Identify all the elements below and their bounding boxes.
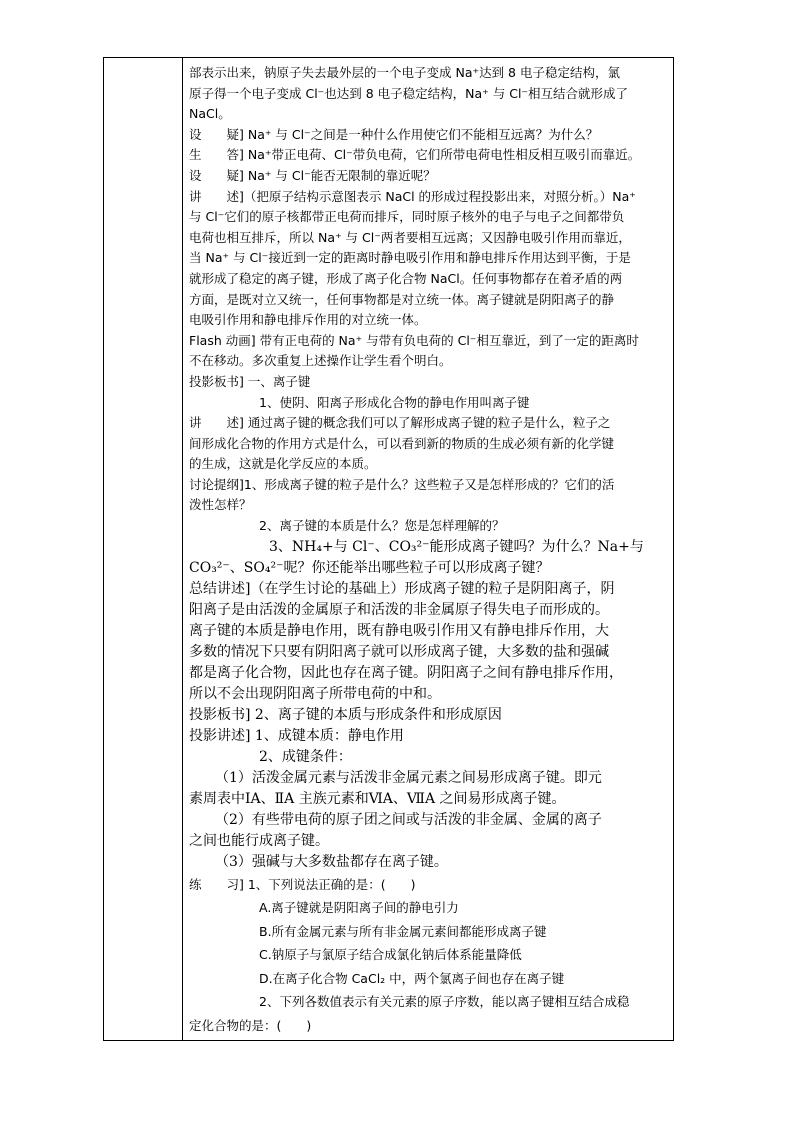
- text-line: C.钠原子与氯原子结合成氯化钠后体系能量降低: [259, 947, 522, 963]
- text-line: 讲 述] 通过离子键的概念我们可以了解形成离子键的粒子是什么，粒子之: [189, 415, 611, 431]
- text-line: 3、NH₄+与 Cl⁻、CO₃²⁻能形成离子键吗？为什么？Na+与: [269, 538, 644, 555]
- text-line: 与 Cl⁻它们的原子核都带正电荷而排斥，同时原子核外的电子与电子之间都带负: [189, 209, 625, 225]
- lesson-content: [189, 63, 669, 1037]
- text-line: 阳离子是由活泼的金属原子和活泼的非金属原子得失电子而形成的。: [189, 601, 609, 618]
- text-line: 讨论提纲]1、形成离子键的粒子是什么？这些粒子又是怎样形成的？它们的活: [189, 476, 615, 492]
- text-line: CO₃²⁻、SO₄²⁻呢？你还能举出哪些粒子可以形成离子键？: [189, 559, 550, 576]
- text-line: 都是离子化合物，因此也存在离子键。阴阳离子之间有静电排斥作用，: [189, 664, 623, 681]
- text-line: （1）活泼金属元素与活泼非金属元素之间易形成离子键。即元: [215, 769, 602, 786]
- text-line: 投影板书] 2、离子键的本质与形成条件和形成原因: [189, 706, 502, 723]
- text-line: 间形成化合物的作用方式是什么，可以看到新的物质的生成必须有新的化学键: [189, 435, 615, 451]
- text-line: 电吸引作用和静电排斥作用的对立统一体。: [189, 312, 427, 328]
- text-line: 原子得一个电子变成 Cl⁻也达到 8 电子稳定结构，Na⁺ 与 Cl⁻相互结合就形成了: [189, 85, 629, 101]
- text-line: B.所有金属元素与所有非金属元素间都能形成离子键: [259, 923, 547, 939]
- text-line: D.在离子化合物 CaCl₂ 中，两个氯离子间也存在离子键: [259, 970, 565, 986]
- text-line: 2、成键条件：: [259, 748, 352, 765]
- text-line: Flash 动画] 带有正电荷的 Na⁺ 与带有负电荷的 Cl⁻相互靠近，到了一定的距离时: [189, 332, 639, 348]
- text-line: 投影板书] 一、离子键: [189, 373, 311, 389]
- text-line: 讲 述]（把原子结构示意图表示 NaCl 的形成过程投影出来，对照分析。）Na⁺: [189, 188, 636, 204]
- text-line: 泼性怎样？: [189, 497, 252, 513]
- text-line: 多数的情况下只要有阴阳离子就可以形成离子键，大多数的盐和强碱: [189, 643, 609, 660]
- left-column-cell: [104, 58, 183, 1040]
- text-line: 2、离子键的本质是什么？您是怎样理解的？: [259, 518, 505, 534]
- text-line: （3）强碱与大多数盐都存在离子键。: [215, 853, 448, 870]
- text-line: 设 疑] Na⁺ 与 Cl⁻能否无限制的靠近呢？: [189, 167, 436, 183]
- text-line: 电荷也相互排斥，所以 Na⁺ 与 Cl⁻两者要相互远离；又因静电吸引作用而靠近，: [189, 229, 631, 245]
- text-line: 所以不会出现阴阳离子所带电荷的中和。: [189, 685, 441, 702]
- text-line: 1、使阴、阳离子形成化合物的静电作用叫离子键: [259, 394, 530, 410]
- text-line: 的生成，这就是化学反应的本质。: [189, 456, 377, 472]
- text-line: （2）有些带电荷的原子团之间或与活泼的非金属、金属的离子: [215, 811, 602, 828]
- text-line: 不在移动。多次重复上述操作让学生看个明白。: [189, 353, 452, 369]
- text-line: 生 答] Na⁺带正电荷、Cl⁻带负电荷，它们所带电荷电性相反相互吸引而靠近。: [189, 147, 641, 163]
- text-line: 就形成了稳定的离子键，形成了离子化合物 NaCl。任何事物都存在着矛盾的两: [189, 270, 623, 286]
- text-line: A.离子键就是阴阳离子间的静电引力: [259, 900, 459, 916]
- text-line: 设 疑] Na⁺ 与 Cl⁻之间是一种什么作用使它们不能相互远离？为什么？: [189, 126, 599, 142]
- text-line: 离子键的本质是静电作用，既有静电吸引作用又有静电排斥作用，大: [189, 622, 609, 639]
- lesson-table: [103, 57, 674, 1041]
- text-line: 总结讲述]（在学生讨论的基础上）形成离子键的粒子是阴阳离子，阴: [189, 580, 615, 597]
- text-line: 方面，是既对立又统一，任何事物都是对立统一体。离子键就是阴阳离子的静: [189, 291, 615, 307]
- text-line: 素周表中ⅠA、ⅡA 主族元素和ⅥA、ⅦA 之间易形成离子键。: [189, 790, 566, 807]
- text-line: 部表示出来，钠原子失去最外层的一个电子变成 Na⁺达到 8 电子稳定结构，氯: [189, 65, 620, 80]
- text-line: 练 习] 1、下列说法正确的是：( ): [189, 876, 416, 892]
- text-line: 之间也能行成离子键。: [189, 832, 329, 849]
- text-line: NaCl。: [189, 106, 231, 122]
- text-line: 当 Na⁺ 与 Cl⁻接近到一定的距离时静电吸引作用和静电排斥作用达到平衡，于是: [189, 250, 631, 266]
- text-line: 定化合物的是：( ): [189, 1017, 312, 1033]
- text-line: 2、下列各数值表示有关元素的原子序数，能以离子键相互结合成稳: [259, 994, 630, 1010]
- text-line: 投影讲述] 1、成键本质：静电作用: [189, 727, 404, 744]
